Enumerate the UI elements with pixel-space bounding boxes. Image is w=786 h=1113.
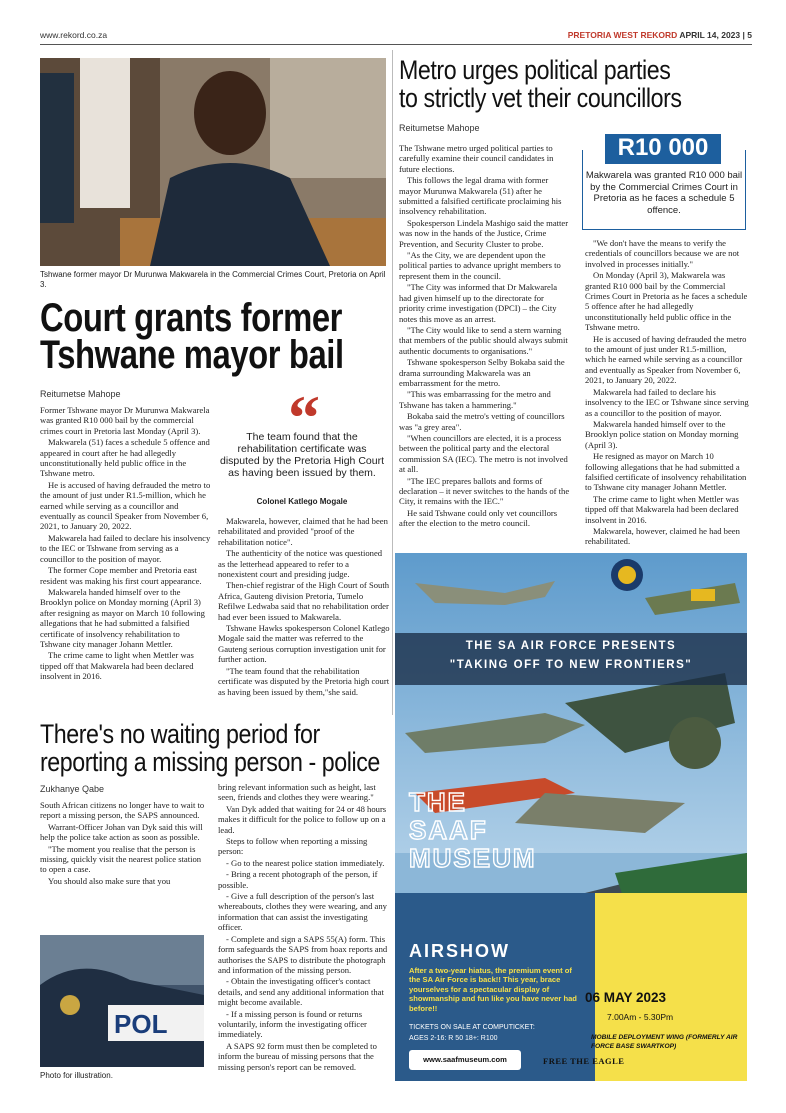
quote-mark-icon: “ [288, 382, 320, 453]
paragraph: He is accused of having defrauded the metro to the amount of just under R1.5-million, which he earned while serving as a councillor and eventually as Speaker from November 6, 2021, to January 20, 2022. [585, 333, 747, 386]
ad-description: After a two-year hiatus, the premium event of the SA Air Force is back!! This year, brace yourselves for a spectacular display of showmanship and fun like you have never had before!! [409, 966, 577, 1013]
page-header-info [568, 30, 752, 40]
paragraph: "The IEC prepares ballots and forms of declaration – it never switches to the hands of the City, it remains with the IEC." [399, 475, 570, 507]
story3-column1 [40, 800, 208, 887]
issue-date: APRIL 14, 2023 [679, 30, 741, 40]
story2-byline: Reitumetse Mahope [399, 123, 480, 133]
story3-byline: Zukhanye Qabe [40, 784, 105, 794]
ad-tickets-line1: TICKETS ON SALE AT COMPUTICKET: [409, 1024, 535, 1031]
story2-headline [399, 56, 682, 112]
paragraph: This follows the legal drama with former mayor Murunwa Makwarela (51) after he submitted a falsified certificate proclaiming his insolvency rehabilitation. [399, 175, 562, 217]
factbox-text: Makwarela was granted R10 000 bail by the Commercial Crimes Court in Pretoria as he faces a schedule 5 offence. [585, 170, 743, 216]
story3-column2 [218, 782, 390, 1073]
ad-website-link[interactable]: www.saafmuseum.com [409, 1050, 521, 1070]
paragraph: He is accused of having defrauded the metro to the amount of just under R1.5-million, which he earned while serving as a councillor and eventually as council Speaker from November 6, 2021, to January 20, 2022. [40, 479, 211, 532]
factbox-amount: R10 000 [605, 134, 721, 164]
paragraph: - Complete and sign a SAPS 55(A) form. This form safeguards the SAPS from hoax reports and authorises the SAPS to distribute the photograph and information of the missing person. [218, 933, 388, 975]
paragraph: Bokaba said the metro's vetting of councillors was "a grey area". [399, 411, 565, 432]
paragraph: - If a missing person is found or returns voluntarily, inform the investigating officer immediately. [218, 1008, 367, 1040]
story1-column2 [218, 516, 390, 698]
column-divider [392, 50, 393, 715]
paragraph: Tshwane spokesperson Selby Bokaba said the drama surrounding Makwarela was an embarrassment for the metro. [399, 357, 565, 388]
paragraph: Makwarela (51) faces a schedule 5 offence and appeared in court after he had allegedly unconstitutionally held public office in the Tshwane metro. [40, 437, 210, 479]
paragraph: "When councillors are elected, it is a process between the political party and the electoral commission SA (IEC). The metro is not involved at all. [399, 432, 568, 475]
story3-headline-line2: reporting a missing person - police [40, 747, 380, 777]
ad-slogan: FREE THE EAGLE [543, 1056, 625, 1066]
ad-museum-line1: THE [409, 787, 467, 817]
website-url: www.rekord.co.za [40, 30, 108, 40]
story2-headline-line1: Metro urges political parties [399, 55, 671, 85]
story3-headline-line1: There's no waiting period for [40, 719, 320, 749]
paragraph: - Bring a recent photograph of the person, if possible. [218, 869, 378, 890]
paragraph: Makwarela, however, claimed he had been rehabilitated. [585, 525, 740, 547]
paragraph: "The team found that the rehabilitation certificate was disputed by the Pretoria high court as having been issued by them,"she said. [218, 665, 390, 697]
paragraph: "This was embarrassing for the metro and Tshwane has taken a hammering." [399, 389, 551, 410]
paragraph: Makwarela had failed to declare his insolvency to the IEC or Tshwane since serving as a councillor to the position of mayor. [585, 386, 749, 418]
story3-photo [40, 935, 204, 1067]
story1-headline [40, 296, 401, 377]
story1-pull-quote: The team found that the rehabilitation certificate was disputed by the Pretoria High Court as having been issued by them. [219, 431, 384, 479]
paragraph: The Tshwane metro urged political parties to carefully examine their council candidates in future elections. [399, 143, 554, 174]
paragraph: Then-chief registrar of the High Court of South Africa, Gauteng division Pretoria, Tumelo Refilwe Ledwaba said that no rehabilitation order had ever been issued to Makwarela. [218, 580, 390, 622]
paragraph: Former Tshwane mayor Dr Murunwa Makwarela was granted R10 000 bail by the commercial crimes court in Pretoria last Monday (April 3). [40, 405, 210, 436]
ad-museum-line3: MUSEUM [409, 843, 537, 873]
ad-airshow-title: AIRSHOW [409, 941, 510, 961]
svg-text:POL: POL [114, 1009, 168, 1039]
story3-headline [40, 720, 380, 776]
story3-photo-caption: Photo for illustration. [40, 1071, 113, 1080]
paragraph: He resigned as mayor on March 10 following allegations that he had submitted a falsified certificate of insolvency rehabilitation to Tshwane city manager Johann Mettler. [585, 451, 747, 493]
paragraph: Makwarela, however, claimed that he had been rehabilitated and provided "proof of the rehabilitation notice". [218, 516, 388, 547]
paragraph: Warrant-Officer Johan van Dyk said this will help the police take action as soon as possible. [40, 821, 203, 843]
story2-column2 [585, 238, 749, 548]
paragraph: The former Cope member and Pretoria east resident was making his first court appearance. [40, 565, 202, 586]
story1-photo [40, 58, 386, 266]
story2-headline-line2: to strictly vet their councillors [399, 83, 682, 113]
paragraph: The crime came to light when Mettler was tipped off that Makwarela had been declared insolvent in 2016. [40, 650, 194, 682]
story1-byline: Reitumetse Mahope [40, 389, 121, 399]
saaf-airshow-advertisement[interactable] [395, 553, 747, 1081]
page-number: 5 [747, 30, 752, 40]
paragraph: Van Dyk added that waiting for 24 or 48 hours makes it difficult for the police to follow up on a lead. [218, 803, 387, 835]
paragraph: "We don't have the means to verify the credentials of councillors because we are not involved in processes initially." [585, 238, 740, 269]
ad-event-date: 06 MAY 2023 [585, 990, 667, 1005]
paragraph: Makwarela handed himself over to the Brooklyn police on Monday morning (April 3) after resigning as mayor on March 10 following allegations that he had submitted a falsified certificate of insolvency rehabilitation to Tshwane city manager Johann Mettler. [40, 586, 205, 649]
paragraph: Steps to follow when reporting a missing person: [218, 836, 368, 857]
paragraph: South African citizens no longer have to wait to report a missing person, the SAPS announced. [40, 800, 205, 821]
publication-name: PRETORIA WEST REKORD [567, 30, 678, 40]
paragraph: On Monday (April 3), Makwarela was granted R10 000 bail by the Commercial Crimes Court in Pretoria as he faces a schedule 5 offence after he had allegedly unconstitutionally held public office in the Tshwane metro. [585, 270, 748, 333]
story1-headline-line2: Tshwane mayor bail [40, 333, 344, 377]
paragraph: "As the City, we are dependent upon the political parties to advance upright members to represent them in the council. [399, 250, 561, 281]
ad-tickets [409, 1022, 535, 1044]
paragraph: bring relevant information such as height, last seen, friends and clothes they were wearing." [218, 782, 376, 803]
ad-museum-line2: SAAF [409, 815, 488, 845]
paragraph: A SAPS 92 form must then be completed to inform the bureau of missing persons that the missing person's report can be removed. [218, 1040, 377, 1072]
story1-column1 [40, 405, 212, 683]
ad-event-time: 7.00Am - 5.30Pm [607, 1012, 674, 1022]
paragraph: The crime came to light when Mettler was tipped off that Makwarela had been declared insolvent in 2016. [585, 493, 739, 525]
paragraph: He said Tshwane could only vet councillors after the election to the metro council. [399, 507, 558, 529]
paragraph: - Give a full description of the person's last whereabouts, clothes they were wearing, and any information that can assist the investigating officer. [218, 891, 387, 933]
story1-headline-line1: Court grants former [40, 296, 343, 340]
paragraph: "The City was informed that Dr Makwarela had given himself up to the directorate for priority crime investigation (DPCI) – the City notes this move as an arrest. [399, 282, 558, 324]
paragraph: Tshwane Hawks spokesperson Colonel Katlego Mogale said the matter was referred to the Gauteng serious corruption investigation unit for further action. [218, 623, 390, 665]
paragraph: The authenticity of the notice was questioned as the letterhead appeared to refer to a nonexistent court and presiding judge. [218, 548, 383, 580]
ad-title-line2: "TAKING OFF TO NEW FRONTIERS" [449, 659, 693, 671]
ad-venue: MOBILE DEPLOYMENT WING (FORMERLY AIR FORCE BASE SWARTKOP) [591, 1034, 738, 1050]
paragraph: Makwarela had failed to declare his insolvency to the IEC or Tshwane from serving as a councillor to the position of mayor. [40, 532, 211, 564]
paragraph: You should also make sure that you [48, 875, 171, 886]
paragraph: "The moment you realise that the person is missing, quickly visit the nearest police station to open a case. [40, 843, 202, 875]
paragraph: - Obtain the investigating officer's contact details, and send any additional information that might become available. [218, 976, 384, 1008]
paragraph: "The City would like to send a stern warning that members of the public should always submit authentic documents to organisations." [399, 324, 568, 356]
page-separator: | [742, 30, 745, 40]
story2-column1 [399, 143, 571, 530]
paragraph: Makwarela handed himself over to the Brooklyn police station on Monday morning (April 3). [585, 418, 739, 450]
story1-quote-author: Colonel Katlego Mogale [256, 497, 348, 506]
header-rule [40, 44, 752, 45]
paragraph: Spokesperson Lindela Mashigo said the matter was now in the hands of the Justice, Crime Prevention, and Security Cluster to probe. [399, 217, 569, 249]
ad-title-line1: THE SA AIR FORCE PRESENTS [465, 640, 677, 652]
ad-tickets-line2: AGES 2-16: R 50 18+: R100 [409, 1035, 498, 1042]
story1-photo-caption: Tshwane former mayor Dr Murunwa Makwarela in the Commercial Crimes Court, Pretoria on April 3. [40, 270, 386, 289]
paragraph: - Go to the nearest police station immediately. [226, 857, 385, 868]
